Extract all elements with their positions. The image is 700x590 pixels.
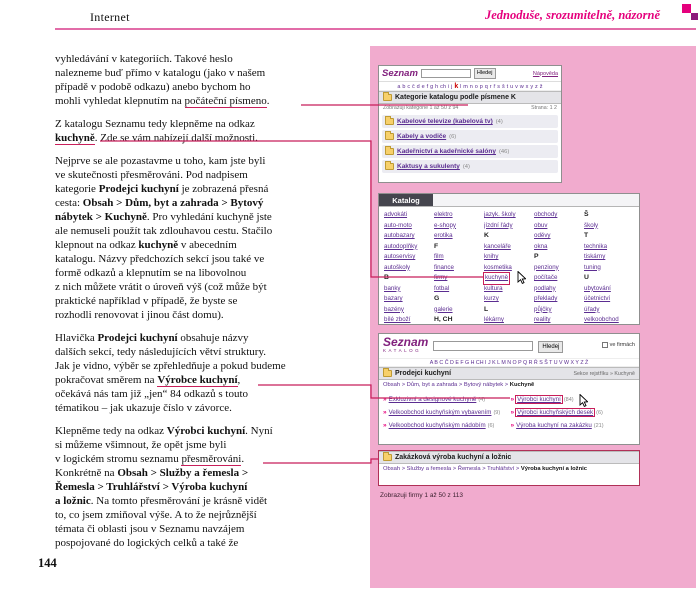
link-count: (84) xyxy=(563,396,574,403)
results-count: Zobrazuji firmy 1 až 50 z 113 xyxy=(380,492,463,499)
catalog-title: Katalog xyxy=(379,194,433,206)
letter-header[interactable]: F xyxy=(434,242,439,250)
category-count: (6) xyxy=(449,133,457,140)
text-line: vyhledávání v kategoriích. Takové heslo xyxy=(55,53,233,65)
bullet-arrow-icon: » xyxy=(510,396,515,403)
catalog-link[interactable]: úřady xyxy=(584,305,600,313)
catalog-link[interactable]: technika xyxy=(584,242,608,250)
letter-header[interactable]: U xyxy=(584,274,589,281)
catalog-link[interactable]: bazény xyxy=(384,305,404,313)
text-line: rozhodli renovovat i jinou část domu). xyxy=(55,309,224,321)
section-note: Sekce rejstříku » Kuchyně xyxy=(573,370,635,377)
paragraph xyxy=(55,52,343,108)
text-line: katalogu. Názvy předchozích sekcí jsou také ve xyxy=(55,253,265,265)
breadcrumb-current: Výroba kuchyní a ložnic xyxy=(520,466,587,472)
breadcrumb[interactable] xyxy=(379,380,639,390)
text-line: v logickém stromu seznamu přesměrováni. xyxy=(55,453,245,465)
subcategory-link-text[interactable]: Velkoobchod kuchyňským vybavením xyxy=(388,409,492,416)
text-line: ve skutečnosti přesměrováni. Pod nadpisem xyxy=(55,169,248,181)
catalog-link[interactable]: kosmetika xyxy=(484,263,512,271)
subcategory-link-text[interactable]: Výrobci kuchyňských desek xyxy=(517,409,594,416)
catalog-column xyxy=(434,210,484,325)
paragraph xyxy=(55,154,343,322)
page-number: 144 xyxy=(38,556,57,570)
alphabet-letters[interactable]: l m n o p q r ř s š t u v w x y z ž xyxy=(458,84,543,90)
catalog-link[interactable]: kurzy xyxy=(484,295,499,302)
results-info-row xyxy=(379,104,561,113)
category-count: (4) xyxy=(495,118,503,125)
subcategory-links xyxy=(379,390,639,435)
catalog-column xyxy=(384,210,434,325)
header-section-title: Internet xyxy=(90,10,130,24)
category-row[interactable] xyxy=(382,130,558,143)
seznam-header-bar xyxy=(379,66,561,82)
seznam-logo[interactable] xyxy=(383,337,428,353)
paragraph xyxy=(55,117,343,145)
header-rule xyxy=(55,28,696,30)
catalog-link[interactable]: lékárny xyxy=(484,316,504,323)
subcategory-link[interactable] xyxy=(511,393,636,406)
letter-header[interactable]: P xyxy=(534,253,539,260)
catalog-grid xyxy=(379,207,639,325)
text-line: nalezneme buď přímo v katalogu (jako v našem xyxy=(55,67,266,79)
text-line: klepnout na odkaz kuchyně v abecedním xyxy=(55,239,237,251)
text-line: nábytek > Kuchyně. Pro vyhledání kuchyně jste xyxy=(55,211,272,223)
text-line: dalších sekcí, tedy následujících větví struktury. xyxy=(55,346,266,358)
category-row[interactable] xyxy=(382,145,558,158)
text-line: Řemesla > Truhlářství > Výroba kuchyní xyxy=(55,481,248,493)
text-line: Klepněme tedy na odkaz Výrobci kuchyní. Nyní xyxy=(55,425,273,437)
category-heading: Prodejci kuchyní xyxy=(395,370,452,377)
folder-icon xyxy=(383,370,392,377)
catalog-link[interactable]: tuning xyxy=(584,263,601,271)
catalog-link[interactable]: knihy xyxy=(484,253,499,260)
subcategory-link-text[interactable]: Exkluzivní a designové kuchyně xyxy=(388,396,477,403)
catalog-link[interactable]: autoškoly xyxy=(384,263,411,271)
bullet-arrow-icon: » xyxy=(383,396,387,403)
catalog-link[interactable]: advokáti xyxy=(384,211,408,218)
catalog-link[interactable]: účetnictví xyxy=(584,295,611,302)
catalog-link[interactable]: reality xyxy=(534,316,551,323)
catalog-link[interactable]: galerie xyxy=(434,305,453,313)
text-line: kuchyně. Zde se vám nabízejí další možnosti. xyxy=(55,132,258,144)
text-line: cesta: Obsah > Dům, byt a zahrada > Bytový xyxy=(55,197,264,209)
bullet-arrow-icon: » xyxy=(510,409,515,416)
screenshot-letter-k-categories xyxy=(378,65,562,183)
breadcrumb-links[interactable]: Obsah > Služby a řemesla > Řemesla > Truhlářství > xyxy=(383,466,521,472)
text-line: ale nemuseli použít tak zdlouhavou cestu. Stačilo xyxy=(55,225,273,237)
catalog-link[interactable]: autobazary xyxy=(384,232,415,239)
category-link[interactable]: Kabely a vodiče xyxy=(397,133,447,140)
text-line: pokračovat směrem na Výrobce kuchyní, xyxy=(55,374,241,386)
subcategory-link[interactable] xyxy=(511,406,636,419)
catalog-link[interactable]: kuchyně xyxy=(484,273,509,284)
bullet-arrow-icon: » xyxy=(383,409,387,416)
subcategory-link[interactable] xyxy=(383,406,508,419)
link-count: (21) xyxy=(593,422,604,429)
catalog-link[interactable]: překlady xyxy=(534,295,558,302)
checkbox[interactable] xyxy=(602,342,608,348)
seznam-logo-text[interactable]: Seznam xyxy=(383,335,429,349)
catalog-column xyxy=(584,210,634,325)
search-button[interactable]: Hledej xyxy=(538,341,563,353)
catalog-link[interactable]: školy xyxy=(584,221,599,229)
cursor-icon xyxy=(579,394,588,407)
letter-header[interactable]: Š xyxy=(584,211,589,218)
catalog-link[interactable]: podlahy xyxy=(534,284,556,292)
folder-icon xyxy=(383,454,392,461)
text-line: praktické například v případě, že byste se xyxy=(55,295,238,307)
text-line: Konkrétně na Obsah > Služby a řemesla > xyxy=(55,467,249,479)
corner-decoration-icon xyxy=(691,13,698,20)
catalog-link[interactable]: kultura xyxy=(484,284,503,292)
subcategory-link-text[interactable]: Výrobci kuchyní xyxy=(517,396,561,403)
paragraph xyxy=(55,424,343,550)
folder-icon xyxy=(385,118,394,125)
category-heading-bar xyxy=(379,91,561,104)
catalog-link[interactable]: auto-moto xyxy=(384,221,412,229)
text-line: formě odkazů a klepnutím se na libovolnou xyxy=(55,267,247,279)
search-button[interactable]: Hledej xyxy=(474,68,496,79)
search-scope xyxy=(602,342,635,348)
body-text-column xyxy=(55,52,343,559)
text-line: očekává nás tam již „jen“ 84 odkazů s touto xyxy=(55,388,249,400)
catalog-link[interactable]: penziony xyxy=(534,263,559,271)
subcategory-link[interactable] xyxy=(383,419,508,432)
subcategory-link[interactable] xyxy=(511,419,636,432)
letter-header[interactable]: T xyxy=(584,232,589,239)
letter-header[interactable]: G xyxy=(434,295,440,302)
category-list xyxy=(379,115,561,173)
text-line: to, co jsem zmiňoval výše. A to že nejrůznější xyxy=(55,509,257,521)
link-count: (9) xyxy=(493,409,501,416)
folder-icon xyxy=(383,94,392,101)
catalog-link[interactable]: ubytování xyxy=(584,284,611,292)
header-tagline: Jednoduše, srozumitelně, názorně xyxy=(484,8,660,22)
pagination[interactable]: Strana: 1 2 xyxy=(531,105,557,111)
text-line: Nejprve se ale pozastavme u toho, kam jste byli xyxy=(55,155,266,167)
text-line: a ložnic. Na tomto přesměrování je krásně vidět xyxy=(55,495,268,507)
cursor-icon xyxy=(517,271,526,284)
text-line: si můžeme všimnout, že opět jsme byli xyxy=(55,439,227,451)
alphabet-index[interactable]: A B C Č D E F G H CH I J K L M N O P Q R Ř S Š T U V W X Y Z Ž xyxy=(379,358,639,367)
catalog-link[interactable]: oděvy xyxy=(534,232,551,239)
catalog-link[interactable]: finance xyxy=(434,263,454,271)
search-input[interactable] xyxy=(433,341,533,351)
catalog-link[interactable]: e-shopy xyxy=(434,221,457,229)
text-line: mohli vyhledat klepnutím na počáteční písmeno. xyxy=(55,95,270,107)
catalog-header-row xyxy=(379,194,639,207)
category-heading-bar xyxy=(379,451,639,464)
screenshot-panel xyxy=(370,46,696,588)
text-line: Hlavička Prodejci kuchyní obsahuje názvy xyxy=(55,332,249,344)
corner-decoration-icon xyxy=(682,4,691,13)
catalog-link[interactable]: obchody xyxy=(534,211,558,218)
subcategory-link[interactable] xyxy=(383,393,508,406)
catalog-link[interactable]: tiskárny xyxy=(584,253,606,260)
category-count: (46) xyxy=(499,148,510,155)
catalog-link[interactable]: bílé zboží xyxy=(384,316,411,323)
link-count: (6) xyxy=(487,422,495,429)
category-count: (4) xyxy=(462,163,470,170)
category-link[interactable]: Kaktusy a sukulenty xyxy=(397,163,460,170)
catalog-link[interactable]: fotbal xyxy=(434,284,450,292)
subcategory-link-text[interactable]: Velkoobchod kuchyňským nádobím xyxy=(388,422,486,429)
letter-header[interactable]: K xyxy=(484,232,489,239)
catalog-link[interactable]: obuv xyxy=(534,221,548,229)
screenshot-alphabet-catalog xyxy=(378,193,640,325)
screenshot-zakazkova-vyroba xyxy=(378,450,640,486)
catalog-link[interactable]: půjčky xyxy=(534,305,552,313)
catalog-link[interactable]: jízdní řády xyxy=(484,221,513,229)
catalog-link[interactable]: erotika xyxy=(434,232,453,239)
search-input[interactable] xyxy=(421,69,471,78)
seznam-katalog-label: KATALOG xyxy=(383,348,422,353)
breadcrumb-links[interactable]: Obsah > Dům, byt a zahrada > Bytový nábytek > xyxy=(383,382,510,388)
catalog-link[interactable]: film xyxy=(434,253,444,260)
catalog-column xyxy=(484,210,534,325)
alphabet-letter-k[interactable]: k xyxy=(454,83,459,90)
catalog-link[interactable]: banky xyxy=(384,284,401,292)
text-line: Jak je vidno, výběr se zpřehledňuje a pokud budeme xyxy=(55,360,286,372)
checkbox-label: ve firmách xyxy=(609,342,635,348)
catalog-link[interactable]: firmy xyxy=(434,274,448,281)
letter-header[interactable]: L xyxy=(484,305,489,313)
category-row[interactable] xyxy=(382,115,558,128)
link-count: (6) xyxy=(596,409,603,416)
text-line: Z katalogu Seznamu tedy klepněme na odkaz xyxy=(55,118,255,130)
catalog-link[interactable]: autoservisy xyxy=(384,253,416,260)
letter-header[interactable]: B xyxy=(384,274,389,281)
text-line: případě v podobě odkazu) anebo bychom ho xyxy=(55,81,251,93)
catalog-link[interactable]: okna xyxy=(534,242,548,250)
text-line: z nich můžete vrátit o úroveň výš (což může být xyxy=(55,281,267,293)
bullet-arrow-icon: » xyxy=(383,422,387,429)
catalog-link[interactable]: velkoobchod xyxy=(584,316,619,323)
text-line: tématikou – jak ukazuje číslo v závorce. xyxy=(55,402,232,414)
category-link[interactable]: Kabelové televize (kabelová tv) xyxy=(397,118,493,125)
paragraph xyxy=(55,331,343,415)
results-range: Zobrazuji kategorie 1 až 50 z 94 xyxy=(383,105,459,111)
category-row[interactable] xyxy=(382,160,558,173)
catalog-link[interactable]: kanceláře xyxy=(484,242,511,250)
text-line: pospojované do logických celků a také že xyxy=(55,537,239,549)
link-count: (4) xyxy=(478,396,486,403)
catalog-link[interactable]: bazary xyxy=(384,295,403,302)
catalog-column xyxy=(534,210,584,325)
alphabet-index[interactable] xyxy=(379,82,561,91)
folder-icon xyxy=(385,133,394,140)
text-line: kategorie Prodejci kuchyní je zobrazená přesná xyxy=(55,183,269,195)
seznam-header-bar xyxy=(379,334,639,358)
letter-header[interactable]: H, CH xyxy=(434,316,453,323)
category-heading: Zakázková výroba kuchyní a ložnic xyxy=(395,454,512,461)
folder-icon xyxy=(385,148,394,155)
folder-icon xyxy=(385,163,394,170)
text-line: témata či oblasti jsou v Seznamu navzájem xyxy=(55,523,245,535)
catalog-link[interactable]: jazyk. školy xyxy=(484,211,516,218)
catalog-link[interactable]: počítače xyxy=(534,274,558,281)
category-heading-bar xyxy=(379,367,639,380)
help-link[interactable]: Nápověda xyxy=(532,70,558,77)
subcategory-link-text[interactable]: Výroba kuchyní na zakázku xyxy=(516,422,592,429)
catalog-link[interactable]: elektro xyxy=(434,211,453,218)
screenshot-prodejci-kuchyni xyxy=(378,333,640,445)
bullet-arrow-icon: » xyxy=(510,422,515,429)
catalog-link[interactable]: autodoplňky xyxy=(384,242,418,250)
category-heading: Kategorie katalogu podle písmene K xyxy=(395,94,516,101)
alphabet-letters[interactable]: a b c č d e f g h ch i j xyxy=(397,84,455,90)
seznam-logo[interactable]: Seznam xyxy=(382,68,418,79)
breadcrumb-current: Kuchyně xyxy=(509,382,535,388)
breadcrumb[interactable] xyxy=(379,464,639,474)
category-link[interactable]: Kadeřnictví a kadeřnické salóny xyxy=(397,148,496,155)
